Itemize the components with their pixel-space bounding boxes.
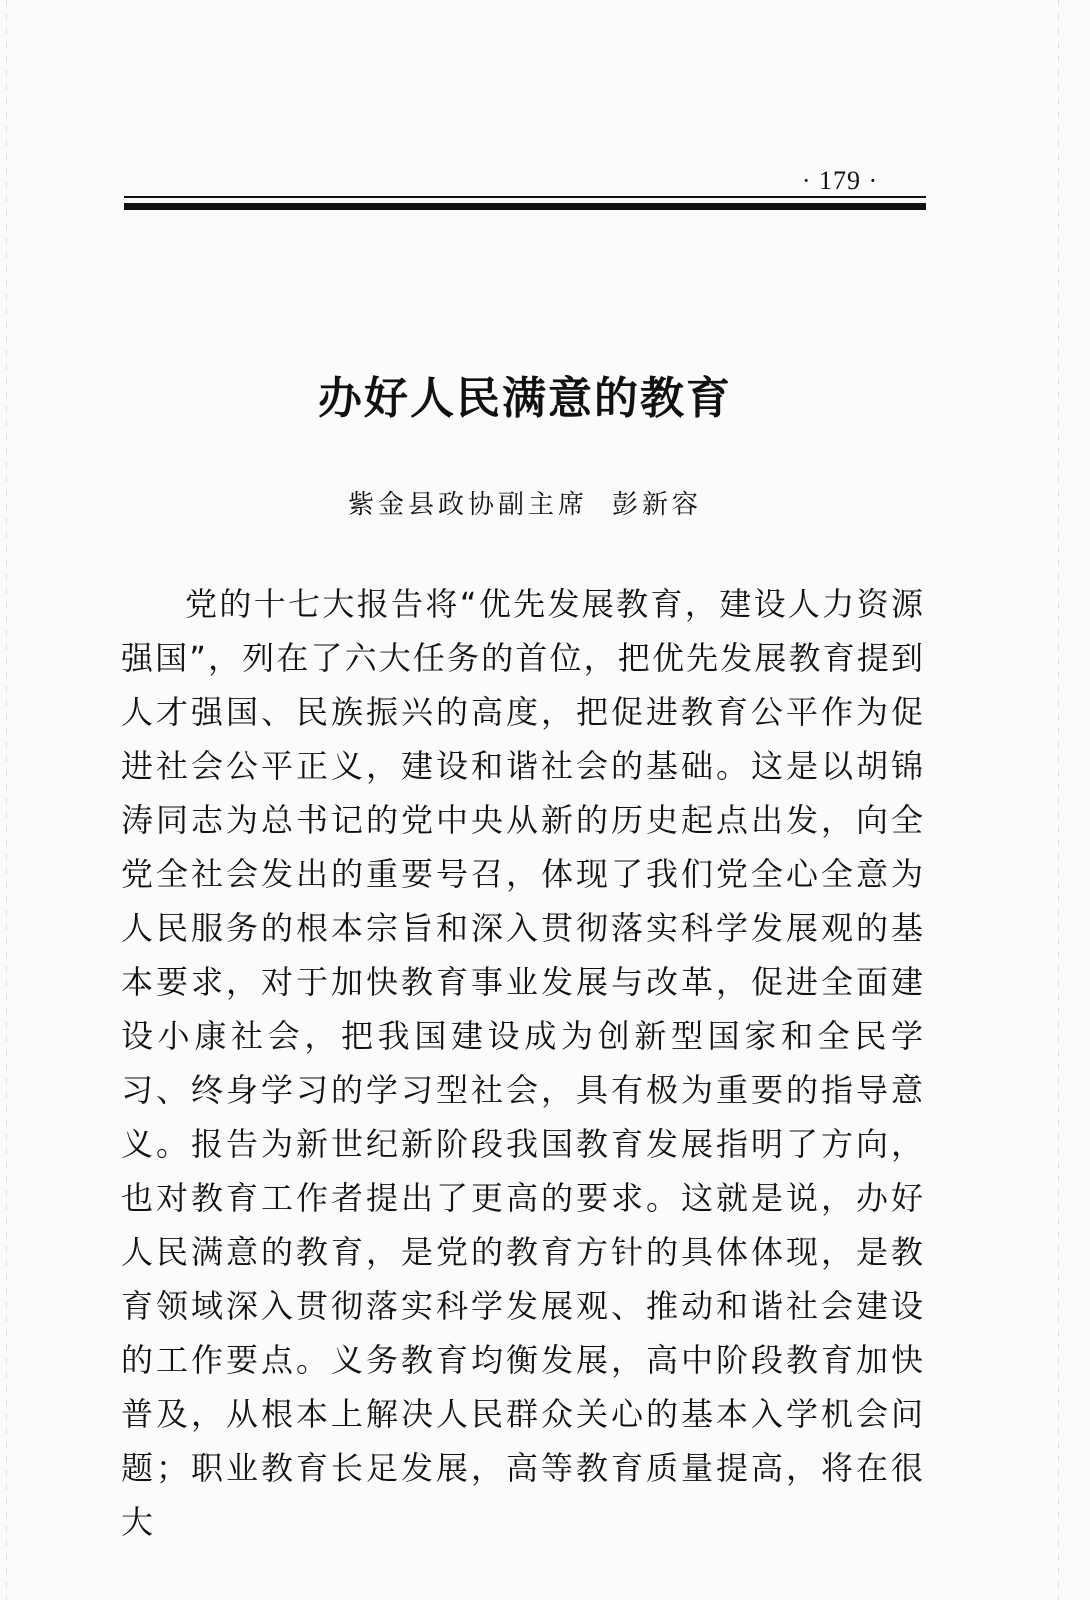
- body-paragraph: 党的十七大报告将“优先发展教育，建设人力资源强国”，列在了六大任务的首位，把优先发展教育提到人才强国、民族振兴的高度，把促进教育公平作为促进社会公平正义，建设和谐社会的基础。这是以胡锦涛同志为总书记的党中央从新的历史起点出发，向全党全社会发出的重要号召，体现了我们党全心全意为人民服务的根本宗旨和深入贯彻落实科学发展观的基本要求，对于加快教育事业发展与改革，促进全面建设小康社会，把我国建设成为创新型国家和全民学习、终身学习的学习型社会，具有极为重要的指导意义。报告为新世纪新阶段我国教育发展指明了方向，也对教育工作者提出了更高的要求。这就是说，办好人民满意的教育，是党的教育方针的具体体现，是教育领域深入贯彻落实科学发展观、推动和谐社会建设的工作要点。义务教育均衡发展，高中阶段教育加快普及，从根本上解决人民群众关心的基本入学机会问题；职业教育长足发展，高等教育质量提高，将在很大: [121, 585, 925, 1541]
- scan-edge-right: [1058, 0, 1059, 1600]
- byline-position: 紫金县政协副主席: [347, 490, 588, 520]
- scan-edge-left: [6, 0, 7, 1600]
- byline: [124, 484, 926, 521]
- header-rule-thick: [124, 203, 926, 210]
- page-number: · 179 ·: [801, 166, 879, 195]
- article-title: 办好人民满意的教育: [318, 373, 732, 424]
- byline-author: 彭新容: [612, 490, 703, 520]
- header-rule-thin: [124, 196, 926, 198]
